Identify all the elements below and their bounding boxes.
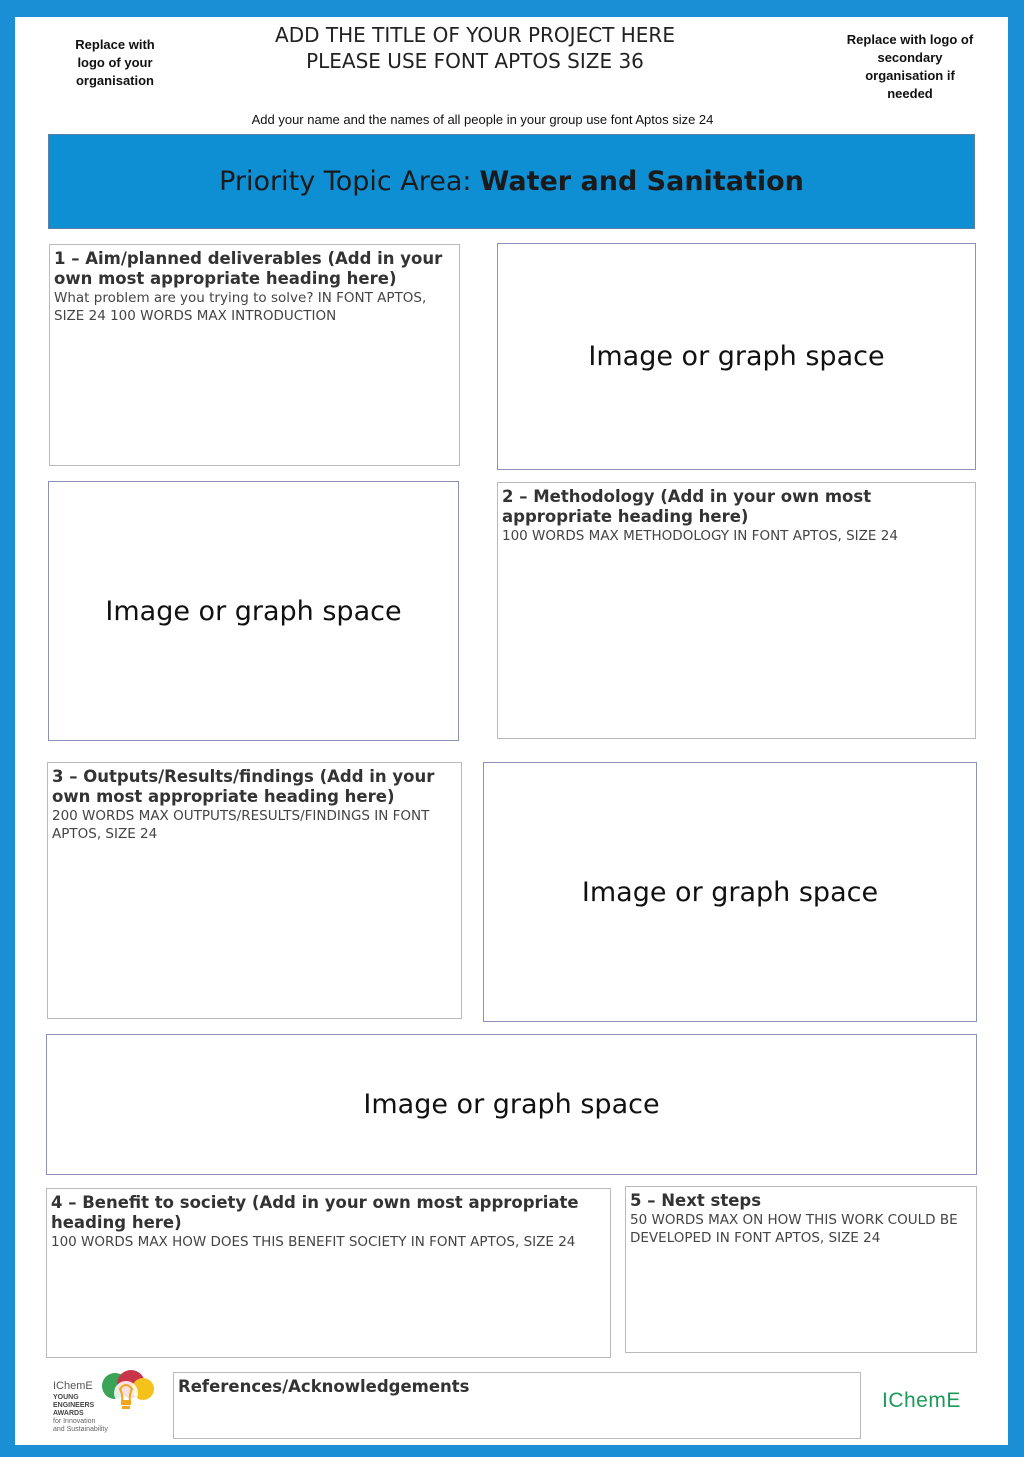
poster-sheet — [15, 17, 1008, 1445]
section-aim-body: What problem are you trying to solve? IN FONT APTOS, SIZE 24 100 WORDS MAX INTRODUCTION — [54, 290, 427, 324]
award-logo-young: YOUNG — [53, 1394, 79, 1401]
section-benefit-body: 100 WORDS MAX HOW DOES THIS BENEFIT SOCIETY IN FONT APTOS, SIZE 24 — [51, 1234, 576, 1250]
project-title — [240, 22, 710, 74]
image-placeholder-2 — [48, 481, 459, 741]
section-benefit-heading: 4 – Benefit to society (Add in your own most appropriate heading here) — [51, 1193, 579, 1232]
image-placeholder-label: Image or graph space — [363, 1089, 660, 1120]
banner-topic: Water and Sanitation — [479, 166, 804, 197]
section-benefit — [46, 1188, 611, 1358]
section-aim — [49, 244, 460, 466]
image-placeholder-label: Image or graph space — [105, 595, 402, 627]
logo-placeholder-secondary: Replace with logo of secondary organisation if needed — [846, 32, 974, 101]
section-next-steps — [625, 1186, 977, 1353]
award-logo-engineers: ENGINEERS — [53, 1402, 95, 1409]
logo-placeholder-primary: Replace with logo of your organisation — [75, 37, 155, 88]
banner-label: Priority Topic Area: — [219, 166, 472, 197]
image-placeholder-1 — [497, 243, 976, 470]
priority-topic-banner — [48, 134, 975, 229]
section-results-body: 200 WORDS MAX OUTPUTS/RESULTS/FINDINGS IN FONT APTOS, SIZE 24 — [52, 808, 430, 842]
image-placeholder-label: Image or graph space — [588, 341, 885, 372]
section-methodology-heading: 2 – Methodology (Add in your own most appropriate heading here) — [502, 487, 872, 526]
section-results — [47, 762, 462, 1019]
image-placeholder-3 — [483, 762, 977, 1022]
young-engineers-awards-logo — [51, 1369, 155, 1439]
icheme-logo: IChemE — [882, 1389, 961, 1412]
section-methodology — [497, 482, 976, 739]
award-logo-sustainability: and Sustainability — [53, 1426, 108, 1433]
section-results-heading: 3 – Outputs/Results/findings (Add in your own most appropriate heading here) — [52, 767, 435, 806]
award-logo-awards: AWARDS — [53, 1410, 84, 1417]
section-methodology-body: 100 WORDS MAX METHODOLOGY IN FONT APTOS, SIZE 24 — [502, 528, 898, 544]
references-heading: References/Acknowledgements — [178, 1377, 470, 1396]
title-line-2: PLEASE USE FONT APTOS SIZE 36 — [306, 49, 644, 73]
award-logo-brand: IChemE — [53, 1380, 93, 1392]
title-line-1: ADD THE TITLE OF YOUR PROJECT HERE — [275, 23, 675, 47]
image-placeholder-label: Image or graph space — [581, 876, 879, 908]
section-next-steps-body: 50 WORDS MAX ON HOW THIS WORK COULD BE DEVELOPED IN FONT APTOS, SIZE 24 — [630, 1212, 958, 1246]
section-aim-heading: 1 – Aim/planned deliverables (Add in your own most appropriate heading here) — [54, 249, 443, 288]
section-next-steps-heading: 5 – Next steps — [630, 1191, 762, 1210]
references-box — [173, 1372, 861, 1439]
award-logo-innovation: for Innovation — [53, 1418, 96, 1425]
author-names: Add your name and the names of all people in your group use font Aptos size 24 — [251, 112, 714, 127]
image-placeholder-4 — [46, 1034, 977, 1175]
